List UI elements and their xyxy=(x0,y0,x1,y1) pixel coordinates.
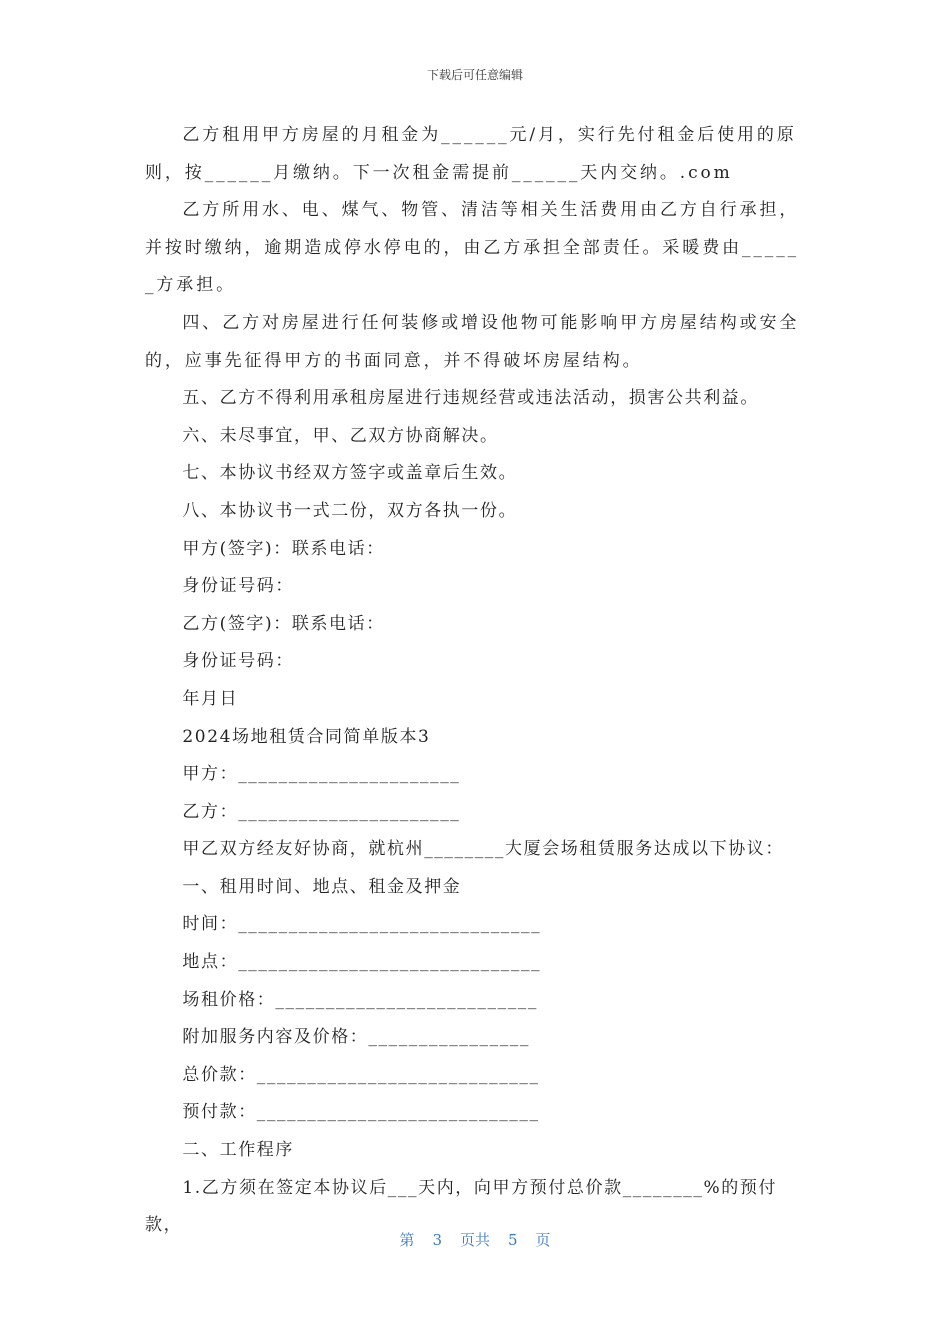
time-field: 时间：______________________________ xyxy=(182,914,542,935)
contract-title: 2024场地租赁合同简单版本3 xyxy=(182,726,431,747)
party-b-line: 乙方：______________________ xyxy=(182,801,461,822)
footer-page-of: 页共 xyxy=(459,1231,490,1249)
footer-page-label: 第 xyxy=(399,1231,415,1249)
agreement-intro: 甲乙双方经友好协商，就杭州________大厦会场租赁服务达成以下协议： xyxy=(182,839,784,860)
header-text: 下载后可任意编辑 xyxy=(426,68,523,82)
party-a-line: 甲方：______________________ xyxy=(182,764,461,785)
party-a-signature: 甲方(签字)：联系电话： xyxy=(182,538,385,559)
section-one-heading: 一、租用时间、地点、租金及押金 xyxy=(182,876,462,897)
party-b-signature: 乙方(签字)：联系电话： xyxy=(182,613,385,634)
clause-four: 四、乙方对房屋进行任何装修或增设他物可能影响甲方房屋结构或安全的，应事先征得甲方的书面同意，并不得破坏房屋结构。 xyxy=(145,312,800,371)
party-a-id-number: 身份证号码： xyxy=(182,576,294,597)
paragraph-utilities: 乙方所用水、电、煤气、物管、清洁等相关生活费用由乙方自行承担，并按时缴纳，逾期造成停水停电的，由乙方承担全部责任。采暖费由______方承担。 xyxy=(145,200,800,296)
clause-eight: 八、本协议书一式二份，双方各执一份。 xyxy=(182,500,518,521)
procedure-item-one: 1.乙方须在签定本协议后___天内，向甲方预付总价款________%的预付款， xyxy=(145,1177,778,1236)
clause-seven: 七、本协议书经双方签字或盖章后生效。 xyxy=(182,463,518,484)
clause-six: 六、未尽事宜，甲、乙双方协商解决。 xyxy=(182,425,499,446)
total-price-field: 总价款：____________________________ xyxy=(182,1064,540,1085)
paragraph-rent: 乙方租用甲方房屋的月租金为______元/月，实行先付租金后使用的原则，按______月缴纳。下一次租金需提前______天内交纳。.com xyxy=(145,125,797,183)
footer-total-pages: 5 xyxy=(508,1231,518,1249)
document-body xyxy=(145,117,805,1245)
date-line: 年月日 xyxy=(182,688,239,709)
footer-page-number: 3 xyxy=(432,1231,442,1249)
venue-price-field: 场租价格：__________________________ xyxy=(182,989,538,1010)
page-header xyxy=(0,66,950,83)
prepayment-field: 预付款：____________________________ xyxy=(182,1102,540,1123)
party-b-id-number: 身份证号码： xyxy=(182,651,294,672)
footer-page-suffix: 页 xyxy=(535,1231,551,1249)
page-footer xyxy=(0,1229,950,1250)
extra-services-field: 附加服务内容及价格：________________ xyxy=(182,1027,530,1048)
location-field: 地点：______________________________ xyxy=(182,952,542,973)
clause-five: 五、乙方不得利用承租房屋进行违规经营或违法活动，损害公共利益。 xyxy=(182,388,759,409)
section-two-heading: 二、工作程序 xyxy=(182,1140,294,1161)
